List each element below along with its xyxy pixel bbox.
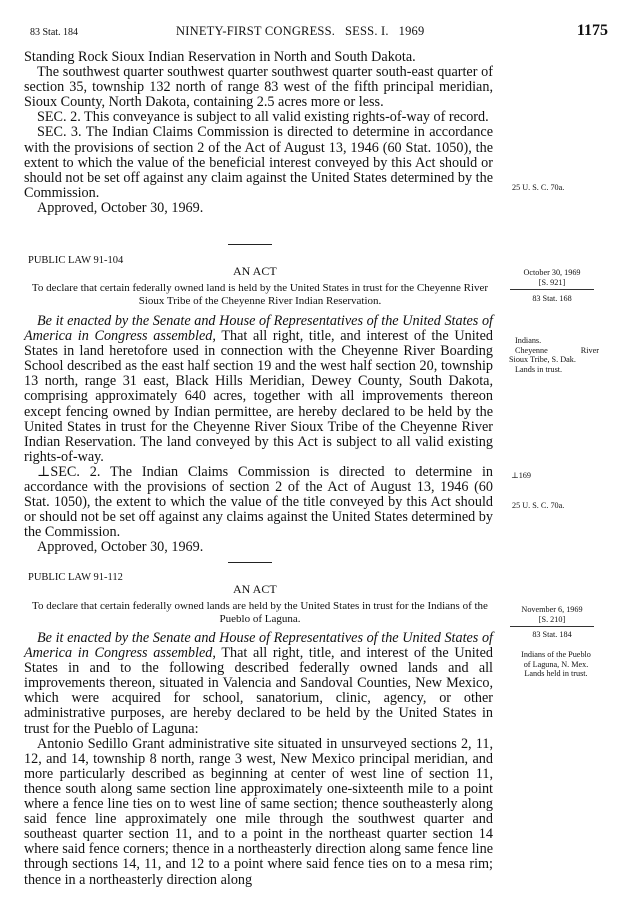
margin-line: Lands held in trust. bbox=[524, 669, 588, 679]
margin-subject bbox=[504, 650, 608, 679]
paragraph: Antonio Sedillo Grant administrative site situated in unsurveyed sections 2, 11, 12, and 14, township 8 north, range 3 west, New Mexico principal meridian, and more particularly described as beginning at center of west line of section 11, thence south along same section line approximately one-sixteenth mile to a point where a fence line ties on to west line of same section; thence southeasterly along said fence line approximately one mile through the southwest quarter and southeast quarter section 11, and to a point in the northeast quarter section 14 where said fence corners; thence in a northeasterly direction along same fence line through sections 14, 11, and 12 to a point where said fence ties on to a mesa rim; thence in a northeasterly direction along bbox=[24, 735, 493, 888]
section-law-91-112 bbox=[24, 631, 493, 888]
act-title: To declare that certain federally owned land is held by the United States in trust for the Cheyenne River Sioux Tribe of the Cheyenne River Indian Reservation. bbox=[31, 282, 489, 307]
enacting-text: That all right, title, and interest of the United States in and to the following described federally owned lands and all improvements thereon, situated in Valencia and Sandoval Counties, New Mexico, which were acquired for school, sanatorium, clinic, agency, or other administrative purposes, are hereby declared to be held by the United States in trust for the Pueblo of Laguna: bbox=[24, 645, 493, 737]
paragraph: The southwest quarter southwest quarter southwest quarter south-east quarter of section 35, township 132 north of range 83 west of the fifth principal meridian, Sioux County, North Dakota, containing 2.5 acres more or less. bbox=[24, 64, 493, 111]
margin-subject bbox=[509, 336, 601, 374]
enacting-formula: Be it enacted by the Senate and House of Representatives of the United States of America in Congress assembled, bbox=[24, 630, 493, 662]
margin-word: Cheyenne bbox=[515, 345, 548, 355]
margin-stat: 83 Stat. 168 bbox=[532, 294, 572, 303]
margin-rule bbox=[510, 626, 594, 627]
public-law-number: PUBLIC LAW 91-104 bbox=[28, 255, 124, 266]
enacting-text: That all right, title, and interest of the United States in land heretofore used in connection with the Cheyenne River Boarding School described as the east half section 19 and the west half section 20, township 13 north, range 31 east, Black Hills Meridian, Dewey County, South Dakota, comprising approximately 640 acres, together with all improvements thereon except fencing owned by Indian permittee, are hereby declared to be held by the United States in trust for the Cheyenne River Sioux Tribe of the Cheyenne River Indian Reservation. The land conveyed by this Act is subject to all valid existing rights-of-way. bbox=[24, 328, 493, 465]
margin-line: Sioux Tribe, S. Dak. bbox=[509, 355, 576, 365]
paragraph: SEC. 2. This conveyance is subject to all valid existing rights-of-way of record. bbox=[37, 109, 489, 126]
page-break-mark: ⊥ bbox=[37, 463, 51, 480]
margin-line: of Laguna, N. Mex. bbox=[523, 659, 589, 669]
margin-word: River bbox=[580, 345, 599, 355]
margin-citation: 25 U. S. C. 70a. bbox=[512, 183, 565, 192]
an-act-heading: AN ACT bbox=[233, 264, 277, 278]
margin-page-mark: ⊥169 bbox=[511, 471, 531, 480]
divider-rule bbox=[228, 244, 272, 245]
page-number: 1175 bbox=[576, 22, 608, 39]
divider-rule bbox=[228, 562, 272, 563]
paragraph: SEC. 3. The Indian Claims Commission is directed to determine in accordance with the provisions of section 2 of the Act of August 13, 1946 (60 Stat. 1050), the extent to which the value of the beneficial interest conveyed by this Act should or should not be set off against any claim against the United States determined by the Commission. bbox=[24, 124, 493, 201]
an-act-heading: AN ACT bbox=[233, 582, 277, 596]
header-stat-ref: 83 Stat. 184 bbox=[30, 27, 79, 38]
enacting-clause bbox=[24, 631, 493, 737]
margin-line: Lands in trust. bbox=[515, 364, 563, 374]
paragraph: Standing Rock Sioux Indian Reservation in North and South Dakota. bbox=[24, 49, 416, 65]
approval-line: Approved, October 30, 1969. bbox=[37, 199, 204, 216]
margin-date: November 6, 1969 bbox=[521, 605, 583, 614]
header-congress: NINETY-FIRST CONGRESS. SESS. I. 1969 bbox=[176, 24, 425, 38]
paragraph bbox=[24, 465, 493, 540]
enacting-formula: Be it enacted by the Senate and House of Representatives of the United States of America in Congress assembled, bbox=[24, 313, 493, 345]
margin-bill: [S. 921] bbox=[538, 278, 566, 287]
running-header bbox=[30, 22, 610, 42]
margin-bill: [S. 210] bbox=[538, 615, 566, 624]
approval-line: Approved, October 30, 1969. bbox=[37, 539, 204, 556]
section-continuation bbox=[24, 50, 493, 216]
enacting-clause bbox=[24, 314, 493, 465]
margin-stat: 83 Stat. 184 bbox=[532, 630, 572, 639]
margin-rule bbox=[510, 289, 594, 290]
margin-line: Indians of the Pueblo bbox=[521, 650, 591, 659]
act-title: To declare that certain federally owned lands are held by the United States in trust for the Indians of the Pueblo of Laguna. bbox=[32, 600, 488, 625]
section-law-91-104 bbox=[24, 314, 493, 556]
section-text: SEC. 2. The Indian Claims Commission is directed to determine in accordance with the provisions of section 2 of the Act of August 13, 1946 (60 Stat. 1050), the extent to which the value of the title conveyed by this Act should or should not be set off against any claims against the United States determined by the Commission. bbox=[24, 463, 493, 541]
margin-citation: 25 U. S. C. 70a. bbox=[512, 501, 565, 510]
margin-line bbox=[509, 346, 599, 356]
public-law-number: PUBLIC LAW 91-112 bbox=[28, 572, 123, 583]
margin-date: October 30, 1969 bbox=[523, 268, 581, 277]
margin-line: Indians. bbox=[515, 336, 542, 345]
